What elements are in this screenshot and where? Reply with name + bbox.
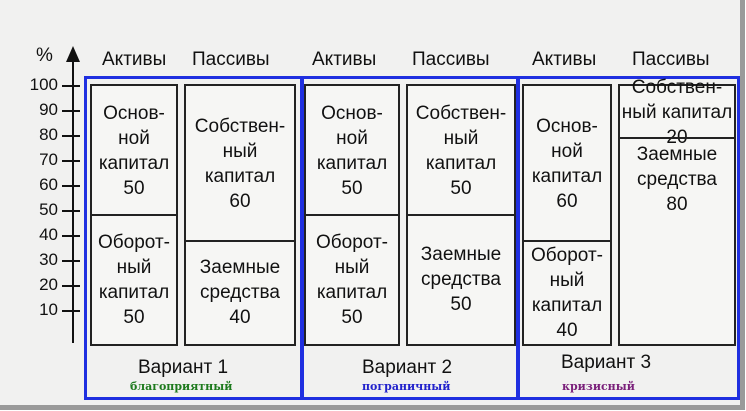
bottom-segment	[186, 241, 294, 344]
header-liabilities-3: Пассивы	[632, 49, 710, 70]
segment-value: 50	[450, 294, 472, 315]
tick-label: 60	[39, 175, 58, 194]
top-segment	[524, 86, 610, 241]
tick-mark	[62, 85, 80, 87]
segment-name: Заемные средства	[420, 244, 502, 290]
variant-2-assets-column	[304, 84, 400, 346]
segment-name: Собствен- ный капитал	[621, 76, 733, 123]
segment-value: 60	[229, 190, 251, 212]
segment-name: Оборот- ный капитал	[316, 231, 388, 303]
top-segment	[620, 76, 734, 148]
variant-1-assets-column	[90, 84, 178, 346]
tick-label: 90	[39, 100, 58, 119]
top-segment	[92, 86, 176, 215]
y-axis-line	[72, 58, 74, 343]
axis-unit-label: %	[36, 45, 53, 66]
tick-mark	[62, 285, 80, 287]
segment-value: 40	[229, 307, 251, 328]
header-assets-1: Активы	[102, 49, 167, 70]
variant-2-sublabel: пограничный	[362, 380, 451, 393]
bottom-segment	[92, 215, 176, 344]
bottom-segment	[306, 215, 398, 344]
tick-mark	[62, 135, 80, 137]
segment-name: Основ- ной капитал	[531, 115, 603, 187]
header-liabilities-1: Пассивы	[192, 49, 270, 70]
tick-label: 80	[39, 125, 58, 144]
segment-name: Оборот- ный капитал	[531, 244, 603, 316]
tick-label: 70	[39, 150, 58, 169]
segment-value: 50	[123, 177, 145, 199]
variant-1-sublabel: благоприятный	[130, 380, 233, 393]
top-segment	[186, 86, 294, 241]
variant-2-liabilities-column	[406, 84, 516, 346]
tick-mark	[62, 110, 80, 112]
tick-mark	[62, 260, 80, 262]
tick-mark	[62, 235, 80, 237]
segment-value: 50	[341, 177, 363, 199]
header-liabilities-2: Пассивы	[412, 49, 490, 70]
tick-mark	[62, 210, 80, 212]
top-segment	[306, 86, 398, 215]
segment-value: 60	[556, 190, 578, 212]
tick-label: 50	[39, 200, 58, 219]
segment-value: 50	[450, 177, 472, 199]
segment-name: Заемные средства	[636, 144, 718, 190]
variant-3-liabilities-column	[618, 76, 736, 346]
tick-label: 100	[29, 75, 58, 94]
bottom-segment	[408, 215, 514, 344]
segment-name: Оборот- ный капитал	[98, 231, 170, 303]
tick-label: 40	[39, 225, 58, 244]
variant-2-label: Вариант 2	[362, 357, 453, 378]
bottom-segment	[524, 241, 610, 344]
variant-1-label: Вариант 1	[138, 357, 229, 378]
segment-name: Основ- ной капитал	[98, 102, 170, 174]
variant-3-sublabel: кризисный	[562, 380, 635, 393]
segment-value: 20	[666, 126, 688, 148]
bottom-segment	[620, 138, 734, 344]
tick-label: 10	[39, 300, 58, 319]
header-assets-2: Активы	[312, 49, 377, 70]
tick-mark	[62, 185, 80, 187]
tick-label: 20	[39, 275, 58, 294]
segment-name: Собствен- ный капитал	[415, 102, 507, 174]
segment-name: Собствен- ный капитал	[194, 115, 286, 187]
segment-value: 80	[666, 194, 688, 215]
variant-1-liabilities-column	[184, 84, 296, 346]
top-segment	[408, 86, 514, 215]
tick-label: 30	[39, 250, 58, 269]
segment-value: 50	[123, 306, 145, 328]
segment-name: Основ- ной капитал	[316, 102, 388, 174]
segment-name: Заемные средства	[199, 257, 281, 303]
header-assets-3: Активы	[532, 49, 597, 70]
tick-mark	[62, 160, 80, 162]
segment-value: 50	[341, 306, 363, 328]
variant-3-assets-column	[522, 84, 612, 346]
tick-mark	[62, 310, 80, 312]
segment-value: 40	[556, 319, 578, 341]
variant-3-label: Вариант 3	[561, 352, 652, 373]
